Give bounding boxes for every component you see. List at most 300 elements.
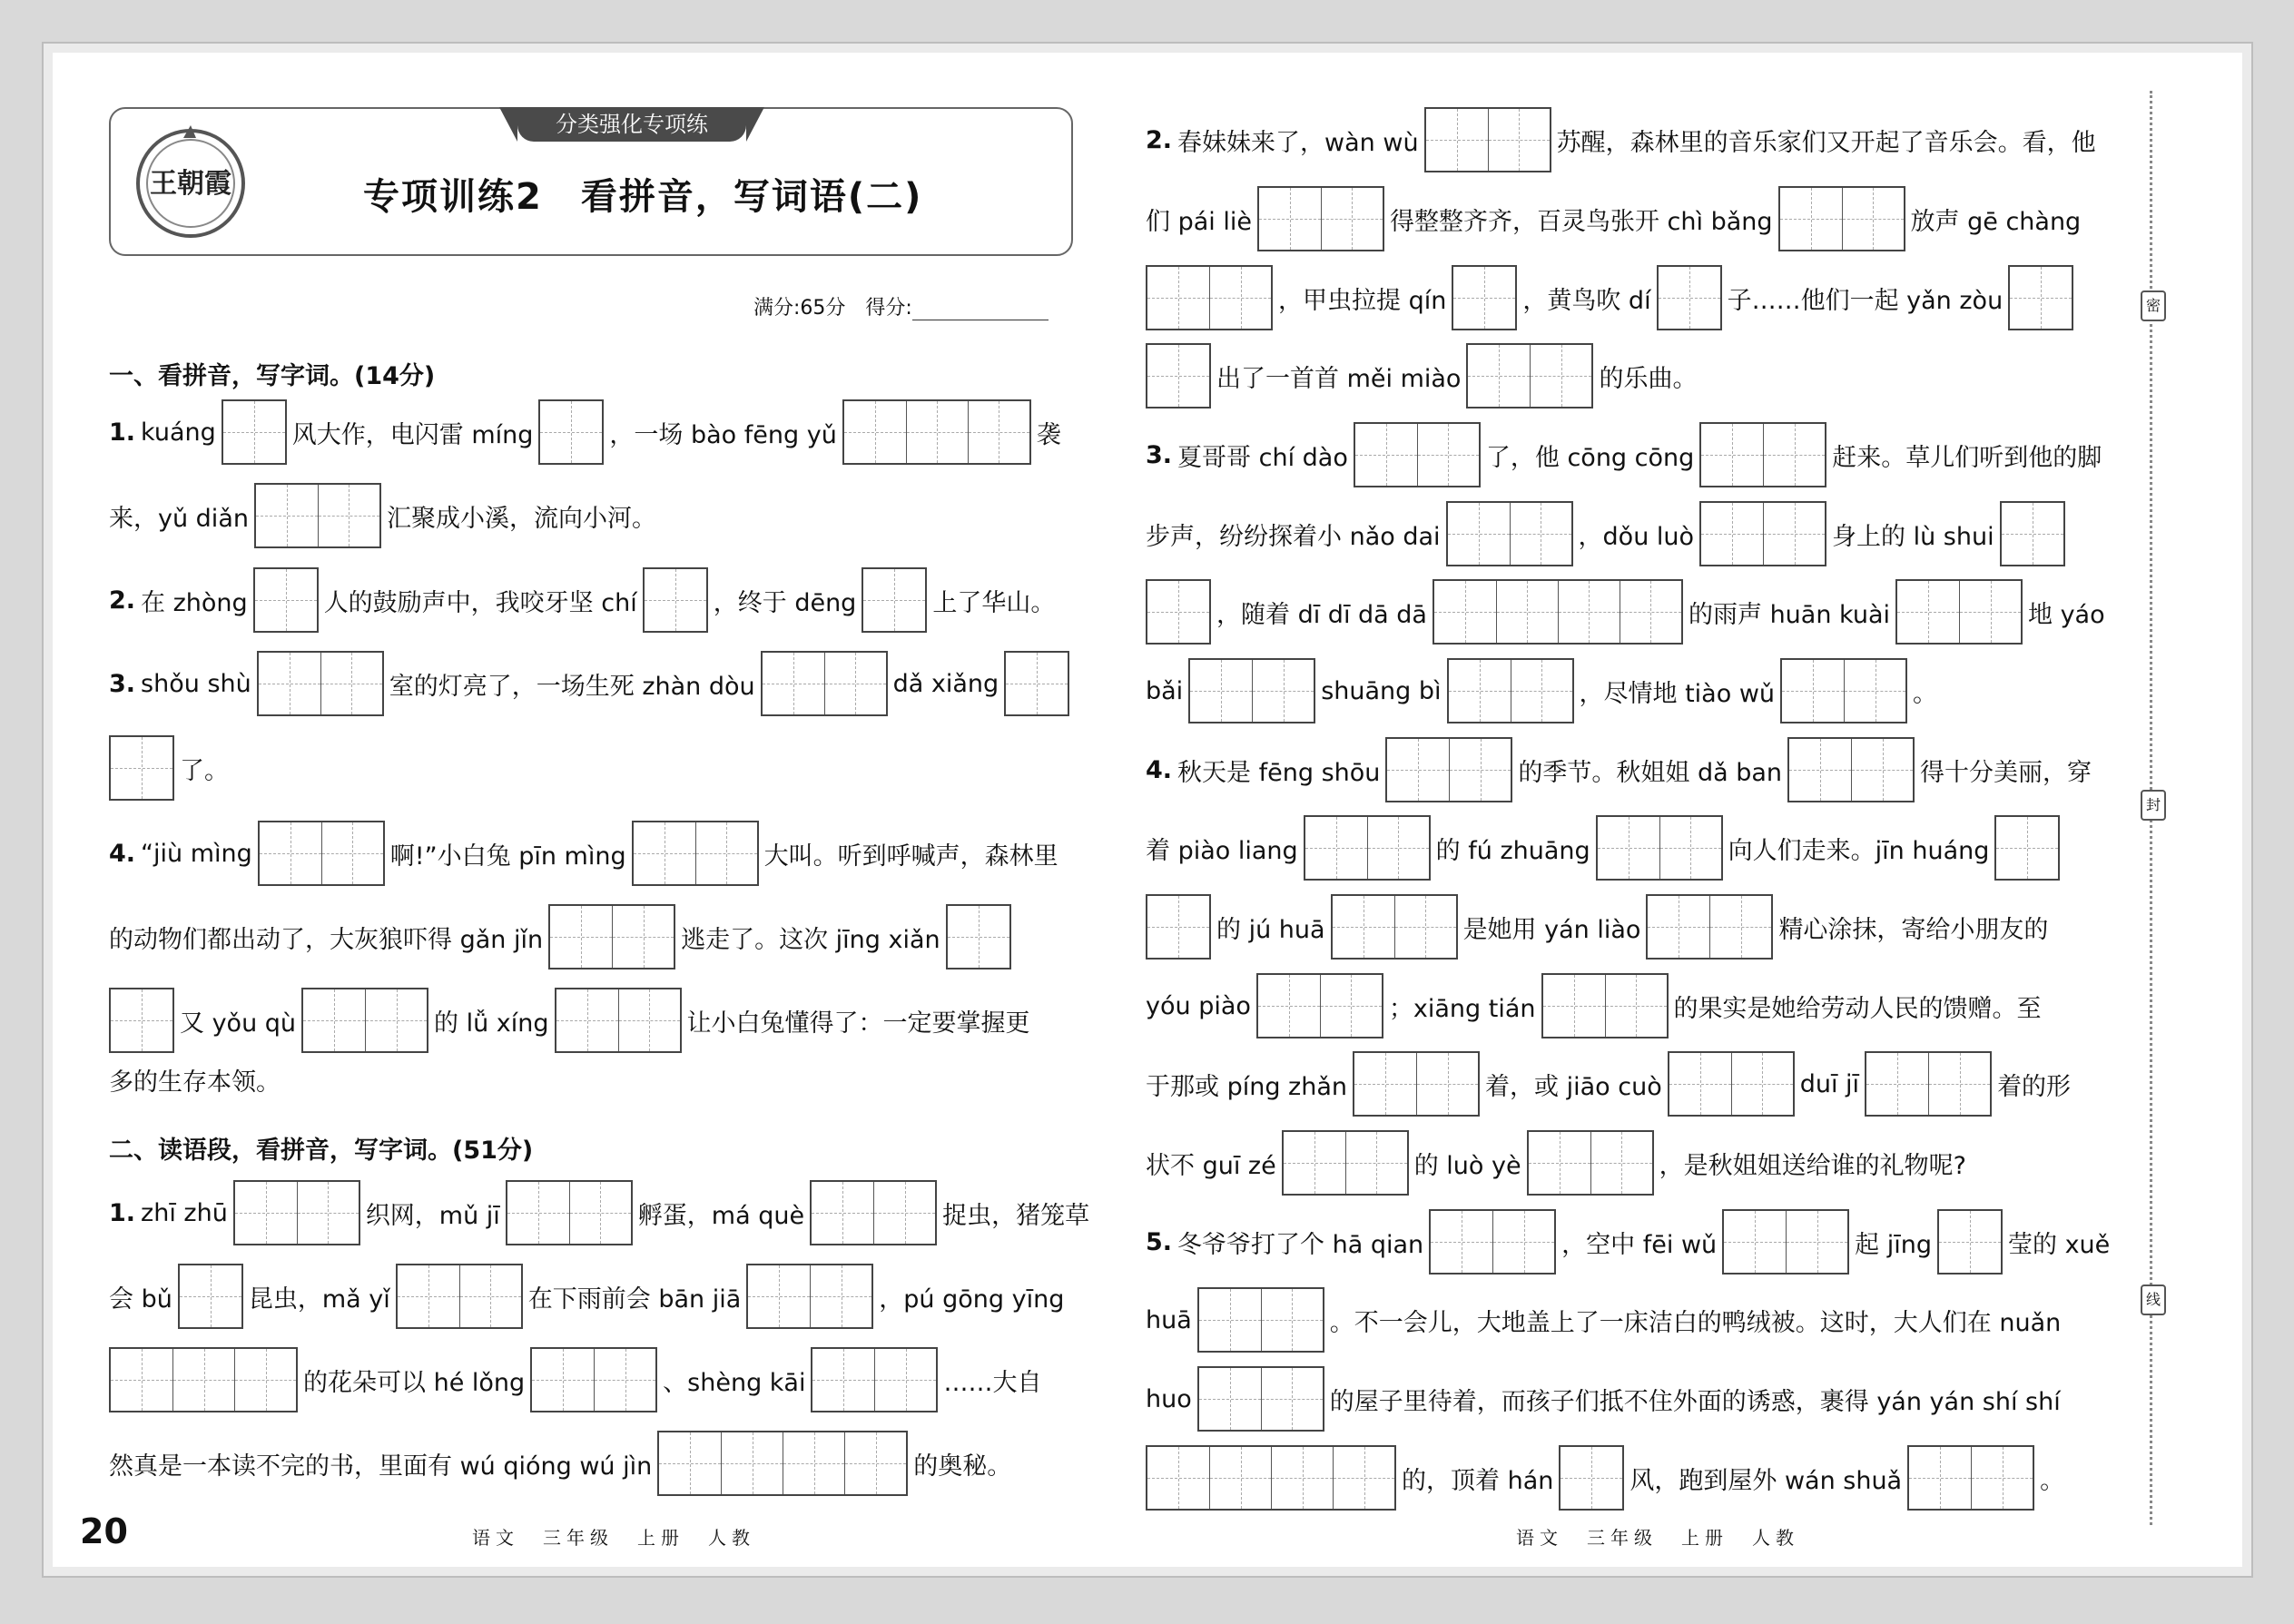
text-line [1146, 422, 2102, 487]
text-line [1146, 815, 2060, 881]
text-segment: ，尽情地 tiào wǔ [1579, 679, 1776, 708]
answer-cell[interactable] [906, 401, 968, 463]
answer-boxes[interactable] [1424, 107, 1551, 172]
answer-boxes[interactable] [1699, 501, 1826, 566]
answer-cell[interactable] [1648, 896, 1709, 958]
answer-cell[interactable] [1355, 424, 1417, 486]
text-segment: 放声 gē chàng [1910, 207, 2082, 236]
answer-cell[interactable] [507, 1182, 569, 1244]
answer-cell[interactable] [2010, 267, 2072, 329]
answer-boxes[interactable] [1596, 815, 1723, 881]
answer-cell[interactable] [1701, 424, 1763, 486]
answer-cell[interactable] [1354, 1053, 1416, 1115]
answer-cell[interactable] [824, 653, 886, 714]
text-segment: 出了一首首 měi miào [1216, 364, 1462, 393]
answer-cell[interactable] [1496, 581, 1558, 643]
answer-cell[interactable] [1147, 896, 1209, 958]
answer-cell[interactable] [1209, 267, 1271, 329]
answer-cell[interactable] [1453, 267, 1515, 329]
answer-boxes[interactable] [1146, 1445, 1396, 1511]
answer-cell[interactable] [1199, 1289, 1261, 1351]
text-segment: 的屋子里待着，而孩子们抵不住外面的诱惑，裹得 yán yán shí shí [1329, 1387, 2061, 1416]
answer-boxes[interactable] [253, 567, 319, 633]
answer-cell[interactable] [1763, 503, 1825, 565]
text-segment: ，终于 dēng [713, 588, 857, 617]
text-segment: 着的形 [1997, 1072, 2072, 1101]
item-number: 1. [109, 418, 136, 447]
text-segment: 的动物们都出动了，大灰狼吓得 gǎn jǐn [109, 925, 544, 954]
answer-cell[interactable] [1434, 581, 1496, 643]
answer-boxes[interactable] [1559, 1445, 1624, 1511]
text-segment: 室的灯亮了，一场生死 zhàn dòu [389, 672, 755, 701]
answer-boxes[interactable] [643, 567, 708, 633]
text-segment: ……大自 [943, 1368, 1042, 1397]
answer-cell[interactable] [659, 1432, 721, 1494]
text-segment: 子……他们一起 yǎn zòu [1727, 286, 2004, 315]
answer-boxes[interactable] [1780, 658, 1907, 723]
text-segment: 得十分美丽，穿 [1920, 758, 2092, 787]
answer-boxes[interactable] [811, 1347, 938, 1412]
item-number: 2. [109, 586, 136, 615]
text-segment: 的 jú huā [1216, 915, 1325, 944]
answer-cell[interactable] [1866, 1053, 1928, 1115]
text-line [1146, 1051, 2071, 1117]
answer-boxes[interactable] [1004, 651, 1069, 716]
text-segment: 秋天是 fēng shōu [1177, 758, 1381, 787]
answer-cell[interactable] [968, 401, 1029, 463]
answer-cell[interactable] [365, 989, 427, 1051]
answer-boxes[interactable] [1197, 1287, 1324, 1353]
answer-cell[interactable] [645, 569, 706, 631]
text-line [1146, 1366, 2061, 1432]
text-segment: 的乐曲。 [1599, 364, 1698, 393]
answer-cell[interactable] [612, 906, 674, 968]
answer-cell[interactable] [1492, 1211, 1554, 1273]
answer-cell[interactable] [1620, 581, 1681, 643]
text-segment: 向人们走来。jīn huáng [1728, 836, 1990, 865]
answer-boxes[interactable] [1354, 422, 1481, 487]
answer-cell[interactable] [1258, 975, 1320, 1037]
answer-cell[interactable] [1561, 1447, 1622, 1509]
text-line [1146, 1287, 2061, 1353]
answer-boxes[interactable] [761, 651, 888, 716]
answer-boxes[interactable] [1527, 1130, 1654, 1196]
answer-cell[interactable] [321, 822, 383, 884]
answer-cell[interactable] [303, 989, 365, 1051]
answer-cell[interactable] [234, 1349, 296, 1411]
answer-boxes[interactable] [1188, 658, 1315, 723]
answer-boxes[interactable] [1668, 1051, 1795, 1117]
text-segment: ，甲虫拉提 qín [1278, 286, 1447, 315]
answer-cell[interactable] [1782, 660, 1844, 722]
answer-cell[interactable] [1786, 1211, 1847, 1273]
answer-cell[interactable] [594, 1349, 655, 1411]
answer-boxes[interactable] [506, 1180, 633, 1245]
answer-boxes[interactable] [1256, 973, 1383, 1038]
text-line [109, 904, 1011, 969]
answer-cell[interactable] [556, 989, 618, 1051]
answer-boxes[interactable] [1541, 973, 1669, 1038]
answer-boxes[interactable] [1657, 265, 1722, 330]
answer-boxes[interactable] [233, 1180, 360, 1245]
answer-cell[interactable] [1851, 739, 1913, 801]
answer-boxes[interactable] [555, 988, 682, 1053]
answer-cell[interactable] [260, 822, 321, 884]
answer-cell[interactable] [1449, 739, 1511, 801]
answer-boxes[interactable] [1146, 579, 1211, 645]
text-line [1146, 501, 2065, 566]
answer-cell[interactable] [1333, 896, 1394, 958]
answer-boxes[interactable] [1331, 894, 1458, 960]
answer-cell[interactable] [1417, 424, 1479, 486]
answer-cell[interactable] [1261, 1289, 1323, 1351]
answer-cell[interactable] [398, 1265, 459, 1327]
answer-cell[interactable] [812, 1349, 874, 1411]
answer-cell[interactable] [1530, 345, 1591, 407]
answer-cell[interactable] [748, 1265, 810, 1327]
answer-cell[interactable] [695, 822, 757, 884]
answer-boxes[interactable] [1452, 265, 1517, 330]
text-segment: 捉虫，猪笼草 [942, 1201, 1090, 1230]
text-segment: 啊!”小白兔 pīn mìng [389, 842, 626, 871]
text-segment: 袭 [1036, 420, 1061, 449]
answer-cell[interactable] [1724, 1211, 1786, 1273]
answer-cell[interactable] [1543, 975, 1605, 1037]
answer-boxes[interactable] [1699, 422, 1826, 487]
answer-cell[interactable] [1199, 1368, 1261, 1430]
text-segment: ，黄鸟吹 dí [1522, 286, 1651, 315]
item-number: 1. [109, 1198, 136, 1227]
answer-boxes[interactable] [1433, 579, 1683, 645]
answer-cell[interactable] [1345, 1132, 1407, 1194]
answer-cell[interactable] [1598, 817, 1659, 879]
answer-boxes[interactable] [1197, 1366, 1324, 1432]
answer-boxes[interactable] [861, 567, 927, 633]
answer-cell[interactable] [1449, 660, 1511, 722]
text-segment: 的季节。秋姐姐 dǎ ban [1518, 758, 1783, 787]
side-tag: 线 [2141, 1284, 2166, 1315]
answer-cell[interactable] [1259, 188, 1321, 250]
text-segment: huo [1146, 1384, 1192, 1413]
item-number: 3. [1146, 440, 1173, 469]
answer-cell[interactable] [1147, 581, 1209, 643]
text-segment: 步声，纷纷探着小 nǎo dai [1146, 522, 1441, 551]
answer-boxes[interactable] [548, 904, 675, 969]
answer-cell[interactable] [1971, 1447, 2033, 1509]
badge: 分类强化专项练 [517, 107, 746, 142]
answer-cell[interactable] [844, 1432, 906, 1494]
text-segment: 状不 guī zé [1146, 1151, 1276, 1180]
answer-boxes[interactable] [109, 1347, 298, 1412]
answer-cell[interactable] [873, 1182, 935, 1244]
answer-cell[interactable] [320, 653, 382, 714]
text-segment: 们 pái liè [1146, 207, 1252, 236]
answer-boxes[interactable] [257, 651, 384, 716]
answer-cell[interactable] [1190, 660, 1252, 722]
answer-boxes[interactable] [178, 1264, 243, 1329]
answer-boxes[interactable] [746, 1264, 873, 1329]
text-line [1146, 658, 1937, 723]
answer-cell[interactable] [763, 653, 824, 714]
text-line [109, 1264, 1064, 1329]
text-segment: ，pú gōng yīng [879, 1284, 1065, 1314]
answer-cell[interactable] [1701, 503, 1763, 565]
text-line [1146, 973, 2042, 1038]
text-segment: 是她用 yán liào [1462, 915, 1641, 944]
answer-cell[interactable] [1590, 1132, 1652, 1194]
text-segment: 得整整齐齐，百灵鸟张开 chì bǎng [1389, 207, 1773, 236]
text-segment: 的 luò yè [1413, 1151, 1521, 1180]
answer-cell[interactable] [1909, 1447, 1971, 1509]
answer-cell[interactable] [180, 1265, 241, 1327]
answer-boxes[interactable] [1146, 894, 1211, 960]
text-line [109, 567, 1055, 633]
answer-cell[interactable] [1659, 817, 1721, 879]
answer-cell[interactable] [844, 401, 906, 463]
text-segment: huā [1146, 1305, 1192, 1334]
answer-cell[interactable] [1321, 188, 1383, 250]
answer-boxes[interactable] [1778, 186, 1905, 251]
answer-cell[interactable] [874, 1349, 936, 1411]
answer-boxes[interactable] [810, 1180, 937, 1245]
text-segment: kuáng [141, 418, 216, 447]
text-line [109, 821, 1058, 886]
answer-boxes[interactable] [1466, 343, 1593, 408]
answer-cell[interactable] [259, 653, 320, 714]
answer-boxes[interactable] [657, 1431, 908, 1496]
answer-boxes[interactable] [1429, 1209, 1556, 1275]
text-line [1146, 1209, 2110, 1275]
answer-cell[interactable] [1709, 896, 1771, 958]
answer-boxes[interactable] [301, 988, 428, 1053]
text-segment: 了。 [180, 756, 229, 785]
answer-cell[interactable] [235, 1182, 297, 1244]
text-segment: 的奥秘。 [913, 1452, 1012, 1481]
answer-boxes[interactable] [1146, 343, 1211, 408]
answer-cell[interactable] [1763, 424, 1825, 486]
text-segment: 的 fú zhuāng [1435, 836, 1590, 865]
answer-boxes[interactable] [396, 1264, 523, 1329]
answer-cell[interactable] [1558, 581, 1620, 643]
answer-cell[interactable] [550, 906, 612, 968]
answer-cell[interactable] [1416, 1053, 1478, 1115]
answer-boxes[interactable] [1385, 737, 1512, 802]
answer-boxes[interactable] [1787, 737, 1915, 802]
answer-cell[interactable] [1448, 503, 1510, 565]
text-segment: 。不一会儿，大地盖上了一床洁白的鸭绒被。这时，大人们在 nuǎn [1329, 1308, 2062, 1337]
answer-boxes[interactable] [946, 904, 1011, 969]
answer-boxes[interactable] [530, 1347, 657, 1412]
text-segment: 。 [1913, 679, 1938, 708]
text-line [1146, 579, 2105, 645]
answer-cell[interactable] [1305, 817, 1367, 879]
answer-cell[interactable] [1511, 660, 1572, 722]
answer-boxes[interactable] [842, 399, 1031, 465]
answer-boxes[interactable] [1646, 894, 1773, 960]
answer-boxes[interactable] [1937, 1209, 2003, 1275]
text-segment: 汇聚成小溪，流向小河。 [386, 504, 656, 533]
answer-cell[interactable] [569, 1182, 631, 1244]
answer-cell[interactable] [1659, 267, 1720, 329]
text-segment: 风大作，电闪雷 míng [291, 420, 534, 449]
answer-cell[interactable] [297, 1182, 359, 1244]
text-segment: 莹的 xuě [2008, 1230, 2111, 1259]
answer-cell[interactable] [1897, 581, 1959, 643]
text-segment: ，空中 fēi wǔ [1561, 1230, 1718, 1259]
answer-cell[interactable] [1394, 896, 1456, 958]
answer-cell[interactable] [783, 1432, 844, 1494]
answer-cell[interactable] [634, 822, 695, 884]
answer-cell[interactable] [1510, 503, 1571, 565]
answer-boxes[interactable] [632, 821, 759, 886]
text-segment: ，随着 dī dī dā dā [1216, 600, 1427, 629]
answer-boxes[interactable] [1353, 1051, 1480, 1117]
answer-cell[interactable] [1252, 660, 1314, 722]
text-segment: 。 [2040, 1466, 2065, 1495]
answer-cell[interactable] [1605, 975, 1667, 1037]
answer-boxes[interactable] [1895, 579, 2023, 645]
answer-boxes[interactable] [1446, 501, 1573, 566]
text-line [1146, 265, 2073, 330]
answer-cell[interactable] [532, 1349, 594, 1411]
text-segment: 精心涂抹，寄给小朋友的 [1778, 915, 2049, 944]
answer-boxes[interactable] [1907, 1445, 2034, 1511]
answer-cell[interactable] [1789, 739, 1851, 801]
answer-cell[interactable] [1844, 660, 1905, 722]
text-segment: 织网，mǔ jī [365, 1201, 500, 1230]
answer-cell[interactable] [111, 737, 172, 799]
text-segment: 着，或 jiāo cuò [1485, 1072, 1662, 1101]
answer-cell[interactable] [1209, 1447, 1271, 1509]
answer-boxes[interactable] [254, 483, 381, 548]
answer-boxes[interactable] [538, 399, 604, 465]
answer-cell[interactable] [1780, 188, 1842, 250]
text-segment: 在 zhòng [141, 588, 248, 617]
answer-boxes[interactable] [1282, 1130, 1409, 1196]
text-segment: 的雨声 huān kuài [1688, 600, 1890, 629]
text-segment: shǒu shù [141, 669, 251, 698]
answer-boxes[interactable] [109, 735, 174, 801]
answer-cell[interactable] [1996, 817, 2058, 879]
text-segment: 的，顶着 hán [1402, 1466, 1554, 1495]
answer-boxes[interactable] [1447, 658, 1574, 723]
answer-boxes[interactable] [1146, 265, 1273, 330]
answer-cell[interactable] [111, 1349, 172, 1411]
text-segment: bǎi [1146, 676, 1184, 705]
answer-boxes[interactable] [258, 821, 385, 886]
text-line [109, 988, 1030, 1053]
answer-cell[interactable] [318, 485, 379, 546]
answer-cell[interactable] [1842, 188, 1904, 250]
answer-cell[interactable] [1529, 1132, 1590, 1194]
text-segment: yóu piào [1146, 991, 1251, 1020]
answer-cell[interactable] [1367, 817, 1429, 879]
answer-cell[interactable] [1147, 345, 1209, 407]
answer-cell[interactable] [172, 1349, 234, 1411]
answer-cell[interactable] [540, 401, 602, 463]
answer-boxes[interactable] [222, 399, 287, 465]
answer-boxes[interactable] [109, 988, 174, 1053]
answer-cell[interactable] [1488, 109, 1550, 171]
answer-boxes[interactable] [1722, 1209, 1849, 1275]
answer-cell[interactable] [1426, 109, 1488, 171]
answer-cell[interactable] [1431, 1211, 1492, 1273]
text-segment: 苏醒，森林里的音乐家们又开起了音乐会。看，他 [1556, 128, 2096, 157]
answer-cell[interactable] [1928, 1053, 1990, 1115]
answer-boxes[interactable] [1257, 186, 1384, 251]
answer-cell[interactable] [721, 1432, 783, 1494]
answer-cell[interactable] [1939, 1211, 2001, 1273]
answer-cell[interactable] [948, 906, 1009, 968]
text-line [109, 1062, 281, 1097]
answer-cell[interactable] [1669, 1053, 1731, 1115]
item-number: 2. [1146, 125, 1173, 154]
answer-boxes[interactable] [2000, 501, 2065, 566]
text-segment: 风，跑到屋外 wán shuǎ [1629, 1466, 1903, 1495]
text-segment: 来，yǔ diǎn [109, 504, 249, 533]
answer-cell[interactable] [812, 1182, 873, 1244]
answer-cell[interactable] [1731, 1053, 1793, 1115]
answer-cell[interactable] [1333, 1447, 1394, 1509]
answer-cell[interactable] [111, 989, 172, 1051]
answer-cell[interactable] [1468, 345, 1530, 407]
answer-cell[interactable] [1320, 975, 1382, 1037]
answer-cell[interactable] [1147, 1447, 1209, 1509]
answer-cell[interactable] [1284, 1132, 1345, 1194]
item-number: 5. [1146, 1227, 1173, 1256]
answer-boxes[interactable] [1994, 815, 2060, 881]
text-line [1146, 107, 2096, 172]
answer-cell[interactable] [1006, 653, 1068, 714]
answer-cell[interactable] [1271, 1447, 1333, 1509]
text-line [109, 651, 1069, 716]
text-segment: 逃走了。这次 jīng xiǎn [681, 925, 940, 954]
text-segment: 于那或 píng zhǎn [1146, 1072, 1347, 1101]
page-number: 20 [80, 1511, 128, 1551]
text-segment: 会 bǔ [109, 1284, 172, 1314]
answer-cell[interactable] [810, 1265, 871, 1327]
answer-cell[interactable] [1387, 739, 1449, 801]
answer-cell[interactable] [618, 989, 680, 1051]
text-segment: 、shèng kāi [663, 1368, 806, 1397]
answer-cell[interactable] [459, 1265, 521, 1327]
footer-right: 语文 三年级 上册 人教 [1516, 1527, 1799, 1549]
text-segment: 起 jīng [1855, 1230, 1932, 1259]
logo [118, 118, 263, 245]
text-segment: 冬爷爷打了个 hā qian [1177, 1230, 1424, 1259]
answer-cell[interactable] [255, 569, 317, 631]
text-segment: 上了华山。 [932, 588, 1056, 617]
answer-cell[interactable] [863, 569, 925, 631]
answer-boxes[interactable] [2008, 265, 2073, 330]
item-number: 4. [1146, 755, 1173, 784]
text-line [109, 735, 229, 801]
text-segment: 的果实是她给劳动人民的馈赠。至 [1673, 994, 2042, 1023]
answer-boxes[interactable] [1304, 815, 1431, 881]
answer-cell[interactable] [256, 485, 318, 546]
answer-cell[interactable] [1147, 267, 1209, 329]
text-line [1146, 1445, 2064, 1511]
answer-cell[interactable] [2002, 503, 2063, 565]
answer-cell[interactable] [1261, 1368, 1323, 1430]
answer-cell[interactable] [1959, 581, 2021, 643]
text-line [1146, 1130, 1966, 1196]
answer-boxes[interactable] [1865, 1051, 1992, 1117]
text-segment: ，一场 bào fēng yǔ [609, 420, 837, 449]
answer-cell[interactable] [223, 401, 285, 463]
text-segment: 昆虫，mǎ yǐ [248, 1284, 390, 1314]
text-line [109, 1347, 1041, 1412]
